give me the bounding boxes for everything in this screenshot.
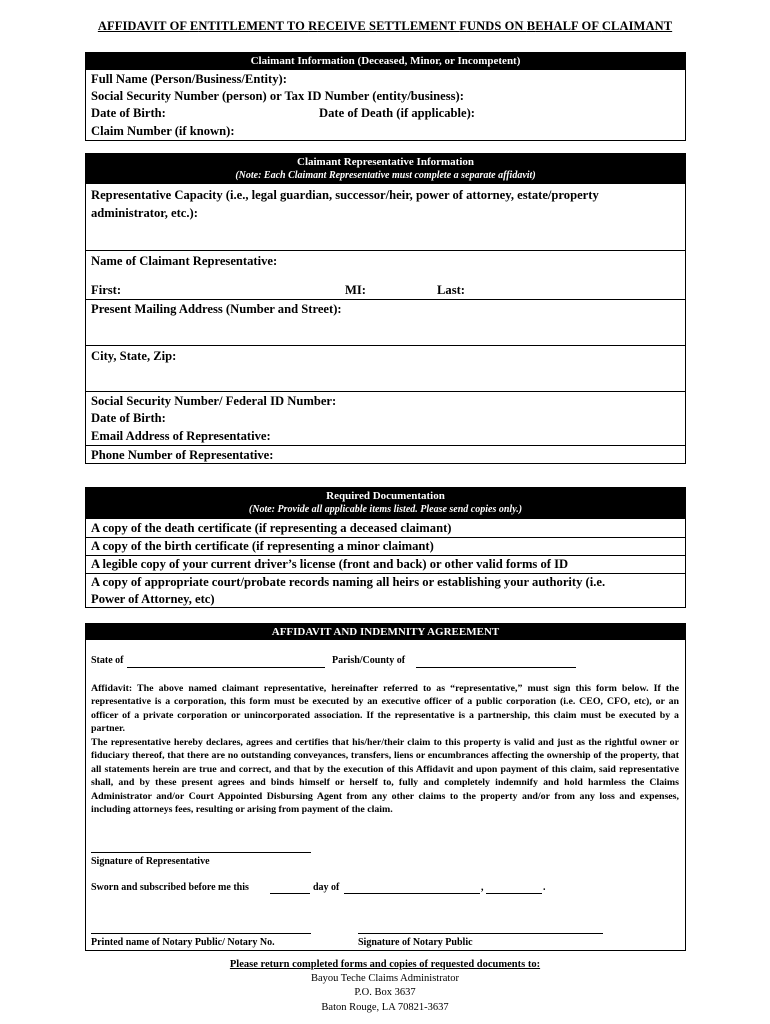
- title-part: B: [526, 19, 536, 33]
- day-of-label: day of: [313, 882, 340, 893]
- state-input-line[interactable]: [127, 667, 325, 668]
- doc-item-birth-certificate: A copy of the birth certificate (if representing a minor claimant): [86, 537, 685, 555]
- form-title: [0, 19, 770, 34]
- affidavit-header: AFFIDAVIT AND INDEMNITY AGREEMENT: [86, 624, 685, 640]
- doc-court-records-line1: A copy of appropriate court/probate records naming all heirs or establishing your authority (i.e.: [91, 575, 606, 589]
- representative-section: [85, 153, 686, 464]
- claimant-info-section: [85, 52, 686, 141]
- return-instruction: Please return completed forms and copies of requested documents to:: [229, 959, 541, 970]
- sworn-month-input-line[interactable]: [344, 893, 480, 894]
- sworn-year-input-line[interactable]: [486, 893, 542, 894]
- parish-county-input-line[interactable]: [416, 667, 576, 668]
- state-label: State of: [91, 655, 124, 666]
- claimant-dod-field[interactable]: Date of Death (if applicable):: [319, 106, 475, 120]
- rep-address-field[interactable]: Present Mailing Address (Number and Street):: [86, 299, 685, 345]
- title-part: NTITLEMENT TO: [198, 19, 309, 33]
- capacity-label-line2: administrator, etc.):: [91, 206, 198, 220]
- representative-signature-line[interactable]: [91, 852, 311, 853]
- claimant-dates-row: [86, 105, 685, 122]
- title-part: C: [601, 19, 612, 33]
- title-part: R: [308, 19, 318, 33]
- doc-item-death-certificate: A copy of the death certificate (if representing a deceased claimant): [91, 521, 452, 535]
- city-state-zip: Baton Rouge, LA 70821-3637: [321, 1002, 449, 1013]
- documentation-header: [86, 488, 685, 519]
- documentation-header-title: Required Documentation: [326, 490, 445, 502]
- sworn-label: Sworn and subscribed before me this: [91, 882, 249, 893]
- claimant-claim-number-field[interactable]: Claim Number (if known):: [91, 124, 235, 138]
- rep-city-state-zip-field[interactable]: City, State, Zip:: [86, 345, 685, 391]
- notary-signature-line[interactable]: [358, 933, 603, 934]
- rep-last-name-field[interactable]: Last:: [437, 283, 465, 297]
- rep-middle-initial-field[interactable]: MI:: [345, 283, 366, 297]
- rep-email-field[interactable]: Email Address of Representative:: [91, 429, 271, 443]
- title-part: UNDS ON: [466, 19, 527, 33]
- notary-signature-label: Signature of Notary Public: [358, 937, 473, 948]
- representative-capacity-field[interactable]: [86, 184, 685, 250]
- representative-header-title: Claimant Representative Information: [297, 156, 474, 168]
- documentation-header-note: (Note: Provide all applicable items listed. Please send copies only.): [248, 504, 523, 515]
- representative-header: [86, 154, 685, 184]
- title-part: A: [97, 19, 107, 33]
- doc-item-drivers-license: A legible copy of your current driver’s license (front and back) or other valid forms of ID: [86, 555, 685, 573]
- signature-of-representative-label: Signature of Representative: [91, 856, 210, 867]
- title-part: F: [459, 19, 467, 33]
- sworn-period: .: [543, 882, 546, 893]
- claimant-full-name-field[interactable]: Full Name (Person/Business/Entity):: [91, 72, 287, 86]
- title-part: EHALF OF: [535, 19, 602, 33]
- claimant-dob-field[interactable]: Date of Birth:: [91, 106, 166, 120]
- title-part: ECEIVE: [317, 19, 370, 33]
- rep-name-label: Name of Claimant Representative:: [91, 254, 278, 268]
- rep-phone-field[interactable]: Phone Number of Representative:: [86, 445, 685, 463]
- claimant-ssn-field[interactable]: Social Security Number (person) or Tax ID Number (entity/business):: [91, 89, 464, 103]
- representative-header-note: (Note: Each Claimant Representative must complete a separate affidavit): [235, 170, 536, 181]
- affidavit-paragraph-1: Affidavit: The above named claimant representative, hereinafter referred to as “representative,” must sign this form below. If the representative is a corporation, this form must be executed by an executive officer of a public corporation (i.e. CEO, CFO, etc), or an officer of a private corporation or unincorporated association. If the representative is a partnership, this claim must be executed by a partner.: [91, 683, 679, 735]
- doc-item-court-records: [86, 573, 685, 607]
- po-box: P.O. Box 3637: [354, 987, 416, 998]
- affidavit-paragraph-2: The representative hereby declares, agrees and certifies that his/her/their claim to this property is valid and just as the rightful owner or fiduciary thereof, that there are no outstanding conveyances, transfers, liens or encumbrances affecting the ownership of the property, that all statements herein are true and correct, and that by the execution of this Affidavit and upon payment of this claim, said representative shall, and by these present agrees and binds himself or herself to, fully and completely indemnify and hold harmless the Claims Administrator and/or Court Appointed Disbursing Agent from any other claims to the property and/or from any loss and expenses, including attorneys fees, resulting or arising from payment of the claim.: [91, 737, 679, 816]
- claimant-info-header: Claimant Information (Deceased, Minor, or Incompetent): [86, 53, 685, 70]
- title-part: ETTLEMENT: [376, 19, 460, 33]
- administrator-name: Bayou Teche Claims Administrator: [310, 973, 460, 984]
- rep-first-name-field[interactable]: First:: [91, 283, 122, 297]
- sworn-day-input-line[interactable]: [270, 893, 310, 894]
- representative-name-field[interactable]: [86, 250, 685, 299]
- required-documentation-section: [85, 487, 686, 608]
- notary-printed-name-line[interactable]: [91, 933, 311, 934]
- title-part: E: [189, 19, 199, 33]
- rep-ssn-field[interactable]: Social Security Number/ Federal ID Number:: [86, 391, 685, 409]
- rep-dob-field[interactable]: Date of Birth:: [91, 411, 166, 425]
- title-part: S: [369, 19, 377, 33]
- doc-court-records-line2: Power of Attorney, etc): [91, 592, 215, 606]
- title-part: FFIDAVIT OF: [106, 19, 190, 33]
- notary-printed-name-label: Printed name of Notary Public/ Notary No.: [91, 937, 275, 948]
- title-part: LAIMANT: [611, 19, 673, 33]
- capacity-label-line1: Representative Capacity (i.e., legal guardian, successor/heir, power of attorney, estate/property: [91, 188, 599, 202]
- parish-county-label: Parish/County of: [332, 655, 406, 666]
- sworn-comma: ,: [481, 882, 484, 893]
